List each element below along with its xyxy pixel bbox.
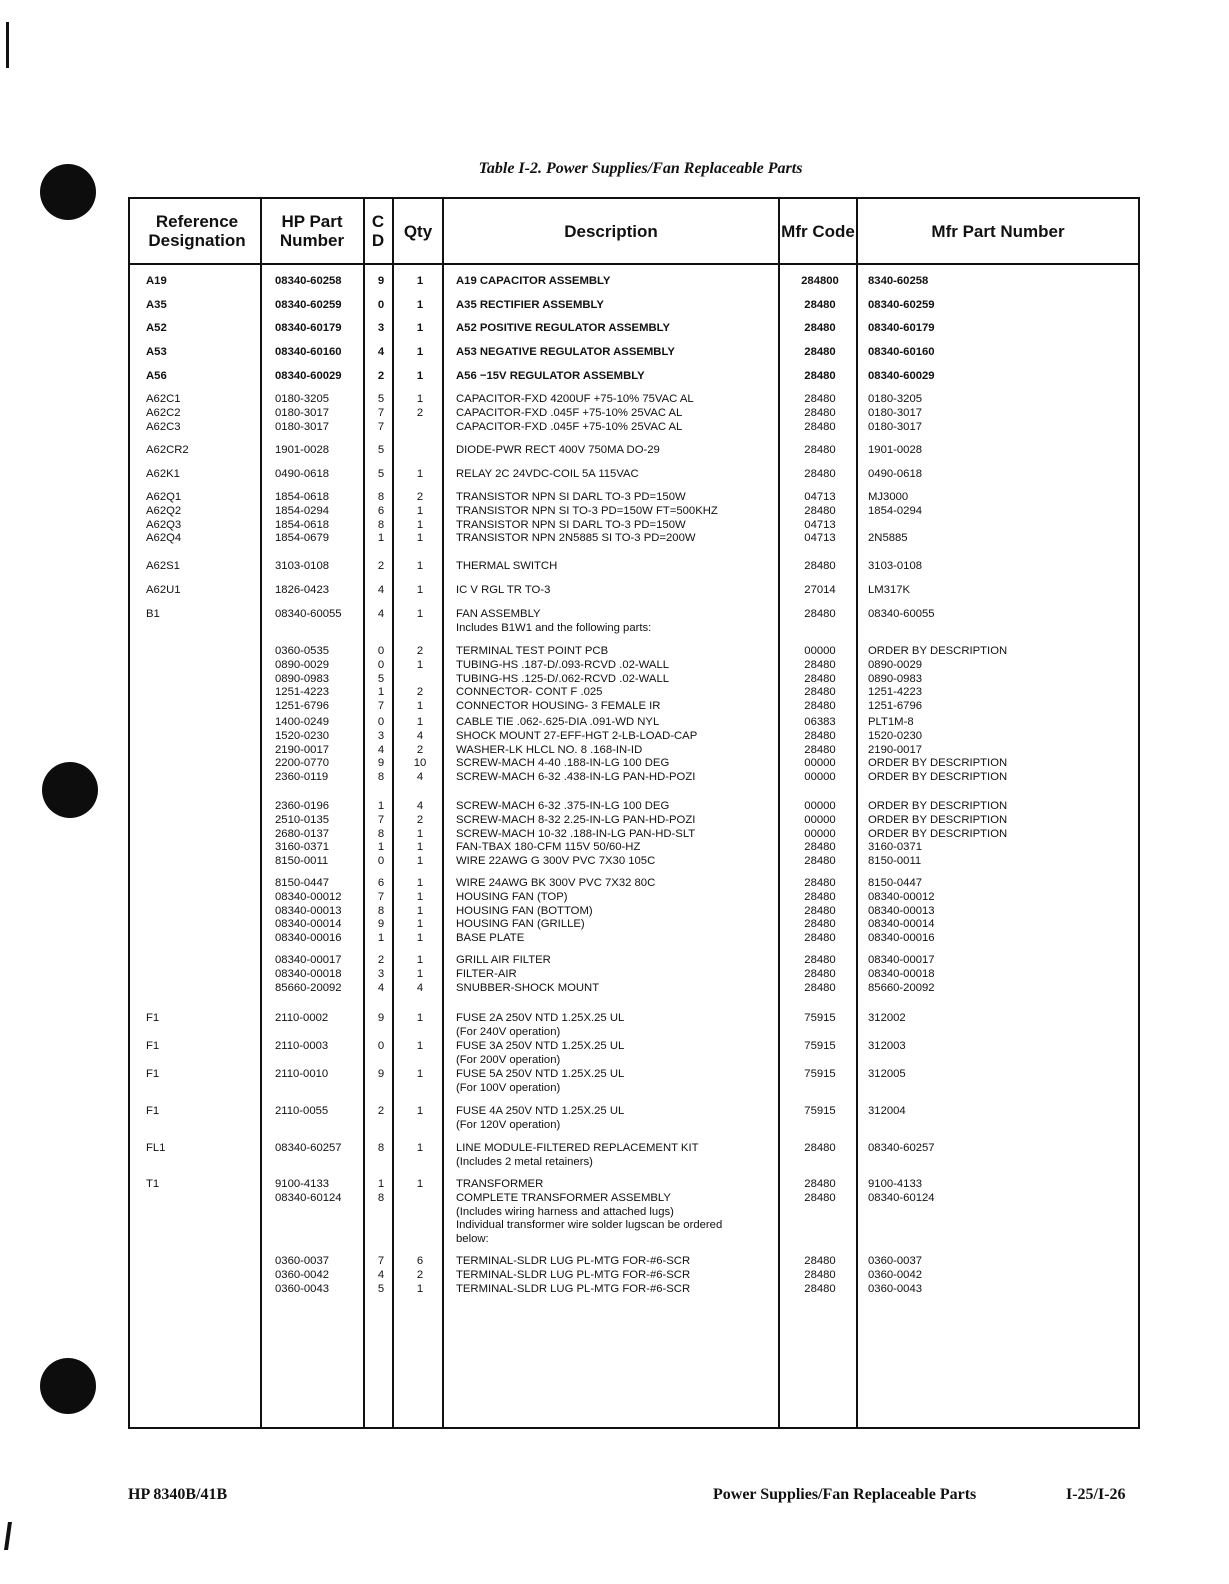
cell-mfr: 0360-0037 0360-0042 0360-0043 (868, 1255, 923, 1295)
cell-code: 28480 28480 28480 28480 28480 (804, 877, 836, 945)
cell-ref: A52 (146, 322, 167, 334)
cell-code: 28480 28480 (804, 1178, 836, 1204)
cell-cd: 1 7 8 1 0 (377, 800, 385, 868)
cell-ref: FL1 (146, 1142, 166, 1154)
cell-desc: TERMINAL-SLDR LUG PL-MTG FOR-#6-SCR TERMINAL-SLDR LUG PL-MTG FOR-#6-SCR TERMINAL-SLDR LUG PL-MTG FOR-#6-SCR (456, 1255, 691, 1295)
cell-part: 1826-0423 (275, 584, 330, 596)
cell-cd: 4 (377, 608, 385, 620)
cell-cd: 8 6 8 1 (377, 491, 385, 545)
cell-qty: 1 (416, 322, 424, 334)
cell-qty: 1 2 (416, 393, 424, 419)
cell-mfr: ORDER BY DESCRIPTION ORDER BY DESCRIPTION ORDER BY DESCRIPTION 3160-0371 8150-0011 (868, 800, 1008, 868)
cell-ref: A53 (146, 346, 167, 358)
cell-qty: 1 (416, 370, 424, 382)
cell-qty: 1 4 2 10 4 (413, 716, 427, 784)
cell-cd: 5 (377, 444, 385, 456)
cell-code: 28480 28480 28480 (804, 954, 836, 994)
cell-part: 08340-60029 (275, 370, 342, 382)
cell-desc: FUSE 2A 250V NTD 1.25X.25 UL (For 240V operation) (456, 1012, 625, 1038)
cell-part: 0360-0037 0360-0042 0360-0043 (275, 1255, 330, 1295)
cell-mfr: ORDER BY DESCRIPTION 0890-0029 0890-0983 1251-4223 1251-6796 (868, 645, 1008, 713)
cell-cd: 0 (377, 299, 385, 311)
cell-qty: 1 (416, 1178, 424, 1190)
cell-desc: A35 RECTIFIER ASSEMBLY (456, 299, 604, 311)
cell-desc: DIODE-PWR RECT 400V 750MA DO-29 (456, 444, 660, 456)
cell-mfr: 9100-4133 08340-60124 (868, 1178, 935, 1204)
cell-part: 8150-0447 08340-00012 08340-00013 08340-00014 08340-00016 (275, 877, 342, 945)
cell-mfr: 1901-0028 (868, 444, 923, 456)
cell-mfr: MJ3000 1854-0294 2N5885 (868, 491, 923, 545)
cell-desc: LINE MODULE-FILTERED REPLACEMENT KIT (Includes 2 metal retainers) (456, 1142, 699, 1168)
cell-cd: 2 (377, 1105, 385, 1117)
cell-cd: 7 4 5 (377, 1255, 385, 1295)
cell-part: 2110-0002 (275, 1012, 329, 1024)
cell-code: 00000 00000 00000 28480 28480 (804, 800, 836, 868)
cell-desc: GRILL AIR FILTER FILTER-AIR SNUBBER-SHOCK MOUNT (456, 954, 600, 994)
cell-code: 28480 28480 28480 (804, 393, 836, 433)
cell-part: 2110-0010 (275, 1068, 329, 1080)
cell-ref: A35 (146, 299, 167, 311)
cell-cd: 2 (377, 560, 385, 572)
cell-code: 28480 (804, 1142, 836, 1154)
cell-part: 08340-60258 (275, 275, 342, 287)
cell-mfr: LM317K (868, 584, 911, 596)
cell-code: 28480 (804, 370, 836, 382)
cell-cd: 8 (377, 1142, 385, 1154)
scan-edge-mark (6, 22, 9, 68)
cell-cd: 5 7 7 (377, 393, 385, 433)
cell-desc: RELAY 2C 24VDC-COIL 5A 115VAC (456, 468, 639, 480)
cell-desc: SCREW-MACH 6-32 .375-IN-LG 100 DEG SCREW-MACH 8-32 2.25-IN-LG PAN-HD-POZI SCREW-MACH 10-32 .188-IN-LG PAN-HD-SLT FAN-TBAX 180-CFM 115V 50/60-HZ WIRE 22AWG G 300V PVC 7X30 105C (456, 800, 696, 868)
cell-part: 1400-0249 1520-0230 2190-0017 2200-0770 2360-0119 (275, 716, 330, 784)
cell-part: 3103-0108 (275, 560, 330, 572)
cell-cd: 0 0 5 1 7 (377, 645, 385, 713)
cell-ref: F1 (146, 1012, 160, 1024)
cell-code: 06383 28480 28480 00000 00000 (804, 716, 836, 784)
cell-code: 75915 (804, 1012, 836, 1024)
cell-part: 2110-0003 (275, 1040, 329, 1052)
cell-desc: A56 −15V REGULATOR ASSEMBLY (456, 370, 645, 382)
cell-cd: 1 8 (377, 1178, 385, 1204)
cell-desc: THERMAL SWITCH (456, 560, 558, 572)
cell-qty: 2 1 2 1 (416, 645, 424, 713)
cell-qty: 6 2 1 (416, 1255, 424, 1295)
header-ref: Reference Designation (148, 212, 246, 250)
cell-mfr: 8150-0447 08340-00012 08340-00013 08340-00014 08340-00016 (868, 877, 935, 945)
cell-part: 08340-00017 08340-00018 85660-20092 (275, 954, 342, 994)
cell-ref: B1 (146, 608, 160, 620)
cell-cd: 5 (377, 468, 385, 480)
cell-qty: 1 (416, 1068, 424, 1080)
cell-qty: 4 2 1 1 1 (416, 800, 424, 868)
cell-desc: FUSE 5A 250V NTD 1.25X.25 UL (For 100V operation) (456, 1068, 625, 1094)
cell-qty: 1 (416, 275, 424, 287)
cell-qty: 1 (416, 608, 424, 620)
cell-part: 08340-60257 (275, 1142, 342, 1154)
cell-cd: 2 (377, 370, 385, 382)
cell-ref: A56 (146, 370, 167, 382)
cell-code: 28480 (804, 346, 836, 358)
cell-code: 28480 (804, 468, 836, 480)
cell-ref: A19 (146, 275, 167, 287)
cell-code: 284800 (801, 275, 839, 287)
cell-mfr: 312004 (868, 1105, 906, 1117)
cell-qty: 1 1 4 (416, 954, 424, 994)
cell-mfr: 08340-60029 (868, 370, 935, 382)
cell-mfr: 08340-60179 (868, 322, 935, 334)
cell-qty: 1 (416, 1040, 424, 1052)
cell-code: 75915 (804, 1068, 836, 1080)
cell-cd: 3 (377, 322, 385, 334)
cell-ref: A62S1 (146, 560, 180, 572)
parts-table (128, 197, 1140, 1429)
header-qty: Qty (403, 221, 433, 241)
cell-part: 08340-60259 (275, 299, 342, 311)
cell-mfr: PLT1M-8 1520-0230 2190-0017 ORDER BY DESCRIPTION ORDER BY DESCRIPTION (868, 716, 1008, 784)
header-code: Mfr Code (781, 221, 855, 241)
cell-ref: A62C1 A62C2 A62C3 (146, 393, 181, 433)
cell-desc: FUSE 3A 250V NTD 1.25X.25 UL (For 200V operation) (456, 1040, 625, 1066)
cell-part: 9100-4133 08340-60124 (275, 1178, 342, 1204)
cell-desc: FUSE 4A 250V NTD 1.25X.25 UL (For 120V operation) (456, 1105, 625, 1131)
cell-code: 75915 (804, 1105, 836, 1117)
cell-part: 0180-3205 0180-3017 0180-3017 (275, 393, 330, 433)
cell-qty: 1 (416, 346, 424, 358)
cell-desc: FAN ASSEMBLY Includes B1W1 and the following parts: (456, 608, 652, 634)
cell-cd: 9 (377, 275, 385, 287)
cell-qty: 1 (416, 1105, 424, 1117)
cell-ref: A62Q1 A62Q2 A62Q3 A62Q4 (146, 491, 182, 545)
cell-mfr: 08340-60160 (868, 346, 935, 358)
cell-qty: 1 (416, 468, 424, 480)
cell-desc: WIRE 24AWG BK 300V PVC 7X32 80C HOUSING FAN (TOP) HOUSING FAN (BOTTOM) HOUSING FAN (GRILLE) BASE PLATE (456, 877, 656, 945)
cell-cd: 4 (377, 346, 385, 358)
cell-cd: 4 (377, 584, 385, 596)
cell-desc: TERMINAL TEST POINT PCB TUBING-HS .187-D/.093-RCVD .02-WALL TUBING-HS .125-D/.062-RCVD .02-WALL CONNECTOR- CONT F .025 CONNECTOR HOUSING- 3 FEMALE IR (456, 645, 670, 713)
cell-cd: 9 (377, 1068, 385, 1080)
cell-code: 28480 (804, 322, 836, 334)
cell-desc: CAPACITOR-FXD 4200UF +75-10% 75VAC AL CAPACITOR-FXD .045F +75-10% 25VAC AL CAPACITOR-FXD .045F +75-10% 25VAC AL (456, 393, 694, 433)
cell-cd: 0 (377, 1040, 385, 1052)
cell-code: 04713 28480 04713 04713 (804, 491, 836, 545)
cell-code: 28480 (804, 608, 836, 620)
cell-mfr: 8340-60258 (868, 275, 929, 287)
header-desc: Description (564, 221, 658, 241)
cell-desc: TRANSISTOR NPN SI DARL TO-3 PD=150W TRANSISTOR NPN SI TO-3 PD=150W FT=500KHZ TRANSISTOR NPN SI DARL TO-3 PD=150W TRANSISTOR NPN 2N5885 SI TO-3 PD=200W (456, 491, 718, 545)
footer-section: Power Supplies/Fan Replaceable Parts (713, 1486, 977, 1503)
cell-code: 75915 (804, 1040, 836, 1052)
cell-code: 27014 (804, 584, 836, 596)
footer-model: HP 8340B/41B (128, 1486, 228, 1503)
cell-qty: 1 (416, 1012, 424, 1024)
cell-code: 28480 (804, 299, 836, 311)
cell-qty: 1 1 1 1 1 (416, 877, 424, 945)
cell-qty: 1 (416, 1142, 424, 1154)
cell-part: 08340-60055 (275, 608, 342, 620)
cell-part: 0490-0618 (275, 468, 330, 480)
cell-cd: 0 3 4 9 8 (377, 716, 385, 784)
cell-mfr: 08340-60257 (868, 1142, 935, 1154)
cell-mfr: 3103-0108 (868, 560, 923, 572)
cell-mfr: 0490-0618 (868, 468, 923, 480)
cell-code: 28480 (804, 560, 836, 572)
cell-code: 00000 28480 28480 28480 28480 (804, 645, 836, 713)
cell-part: 1901-0028 (275, 444, 330, 456)
cell-cd: 6 7 8 9 1 (377, 877, 385, 945)
cell-part: 08340-60179 (275, 322, 342, 334)
cell-ref: A62U1 (146, 584, 181, 596)
cell-part: 2360-0196 2510-0135 2680-0137 3160-0371 8150-0011 (275, 800, 330, 868)
header-cd: C D (371, 212, 385, 250)
scan-edge-mark (4, 1522, 12, 1550)
cell-part: 1854-0618 1854-0294 1854-0618 1854-0679 (275, 491, 330, 545)
cell-mfr: 312005 (868, 1068, 906, 1080)
cell-mfr: 312002 (868, 1012, 906, 1024)
footer-page-number: I-25/I-26 (1066, 1486, 1126, 1503)
cell-desc: IC V RGL TR TO-3 (456, 584, 551, 596)
cell-part: 08340-60160 (275, 346, 342, 358)
cell-mfr: 08340-60055 (868, 608, 935, 620)
cell-desc: TRANSFORMER COMPLETE TRANSFORMER ASSEMBLY (Includes wiring harness and attached lugs) Individual transformer wire solder lugscan be ordered below: (456, 1178, 723, 1246)
cell-ref: F1 (146, 1068, 160, 1080)
cell-ref: F1 (146, 1040, 160, 1052)
cell-mfr: 312003 (868, 1040, 906, 1052)
cell-qty: 2 1 1 1 (416, 491, 424, 545)
cell-qty: 1 (416, 299, 424, 311)
cell-desc: A53 NEGATIVE REGULATOR ASSEMBLY (456, 346, 675, 358)
cell-qty: 1 (416, 560, 424, 572)
cell-mfr: 08340-60259 (868, 299, 935, 311)
cell-mfr: 08340-00017 08340-00018 85660-20092 (868, 954, 935, 994)
header-part: HP Part Number (279, 212, 345, 250)
cell-part: 0360-0535 0890-0029 0890-0983 1251-4223 1251-6796 (275, 645, 330, 713)
cell-cd: 2 3 4 (377, 954, 385, 994)
cell-desc: A52 POSITIVE REGULATOR ASSEMBLY (456, 322, 671, 334)
table-title: Table I-2. Power Supplies/Fan Replaceable Parts (478, 160, 803, 177)
cell-desc: CABLE TIE .062-.625-DIA .091-WD NYL SHOCK MOUNT 27-EFF-HGT 2-LB-LOAD-CAP WASHER-LK HLCL NO. 8 .168-IN-ID SCREW-MACH 4-40 .188-IN-LG 100 DEG SCREW-MACH 6-32 .438-IN-LG PAN-HD-POZI (456, 716, 698, 784)
cell-ref: A62K1 (146, 468, 180, 480)
cell-mfr: 0180-3205 0180-3017 0180-3017 (868, 393, 923, 433)
header-mfr: Mfr Part Number (931, 221, 1065, 241)
cell-part: 2110-0055 (275, 1105, 329, 1117)
cell-desc: A19 CAPACITOR ASSEMBLY (456, 275, 611, 287)
cell-code: 28480 28480 28480 (804, 1255, 836, 1295)
cell-code: 28480 (804, 444, 836, 456)
binder-hole-icon (40, 1358, 96, 1414)
cell-ref: T1 (146, 1178, 160, 1190)
cell-cd: 9 (377, 1012, 385, 1024)
binder-hole-icon (42, 762, 98, 818)
cell-qty: 1 (416, 584, 424, 596)
cell-ref: A62CR2 (146, 444, 189, 456)
cell-ref: F1 (146, 1105, 160, 1117)
